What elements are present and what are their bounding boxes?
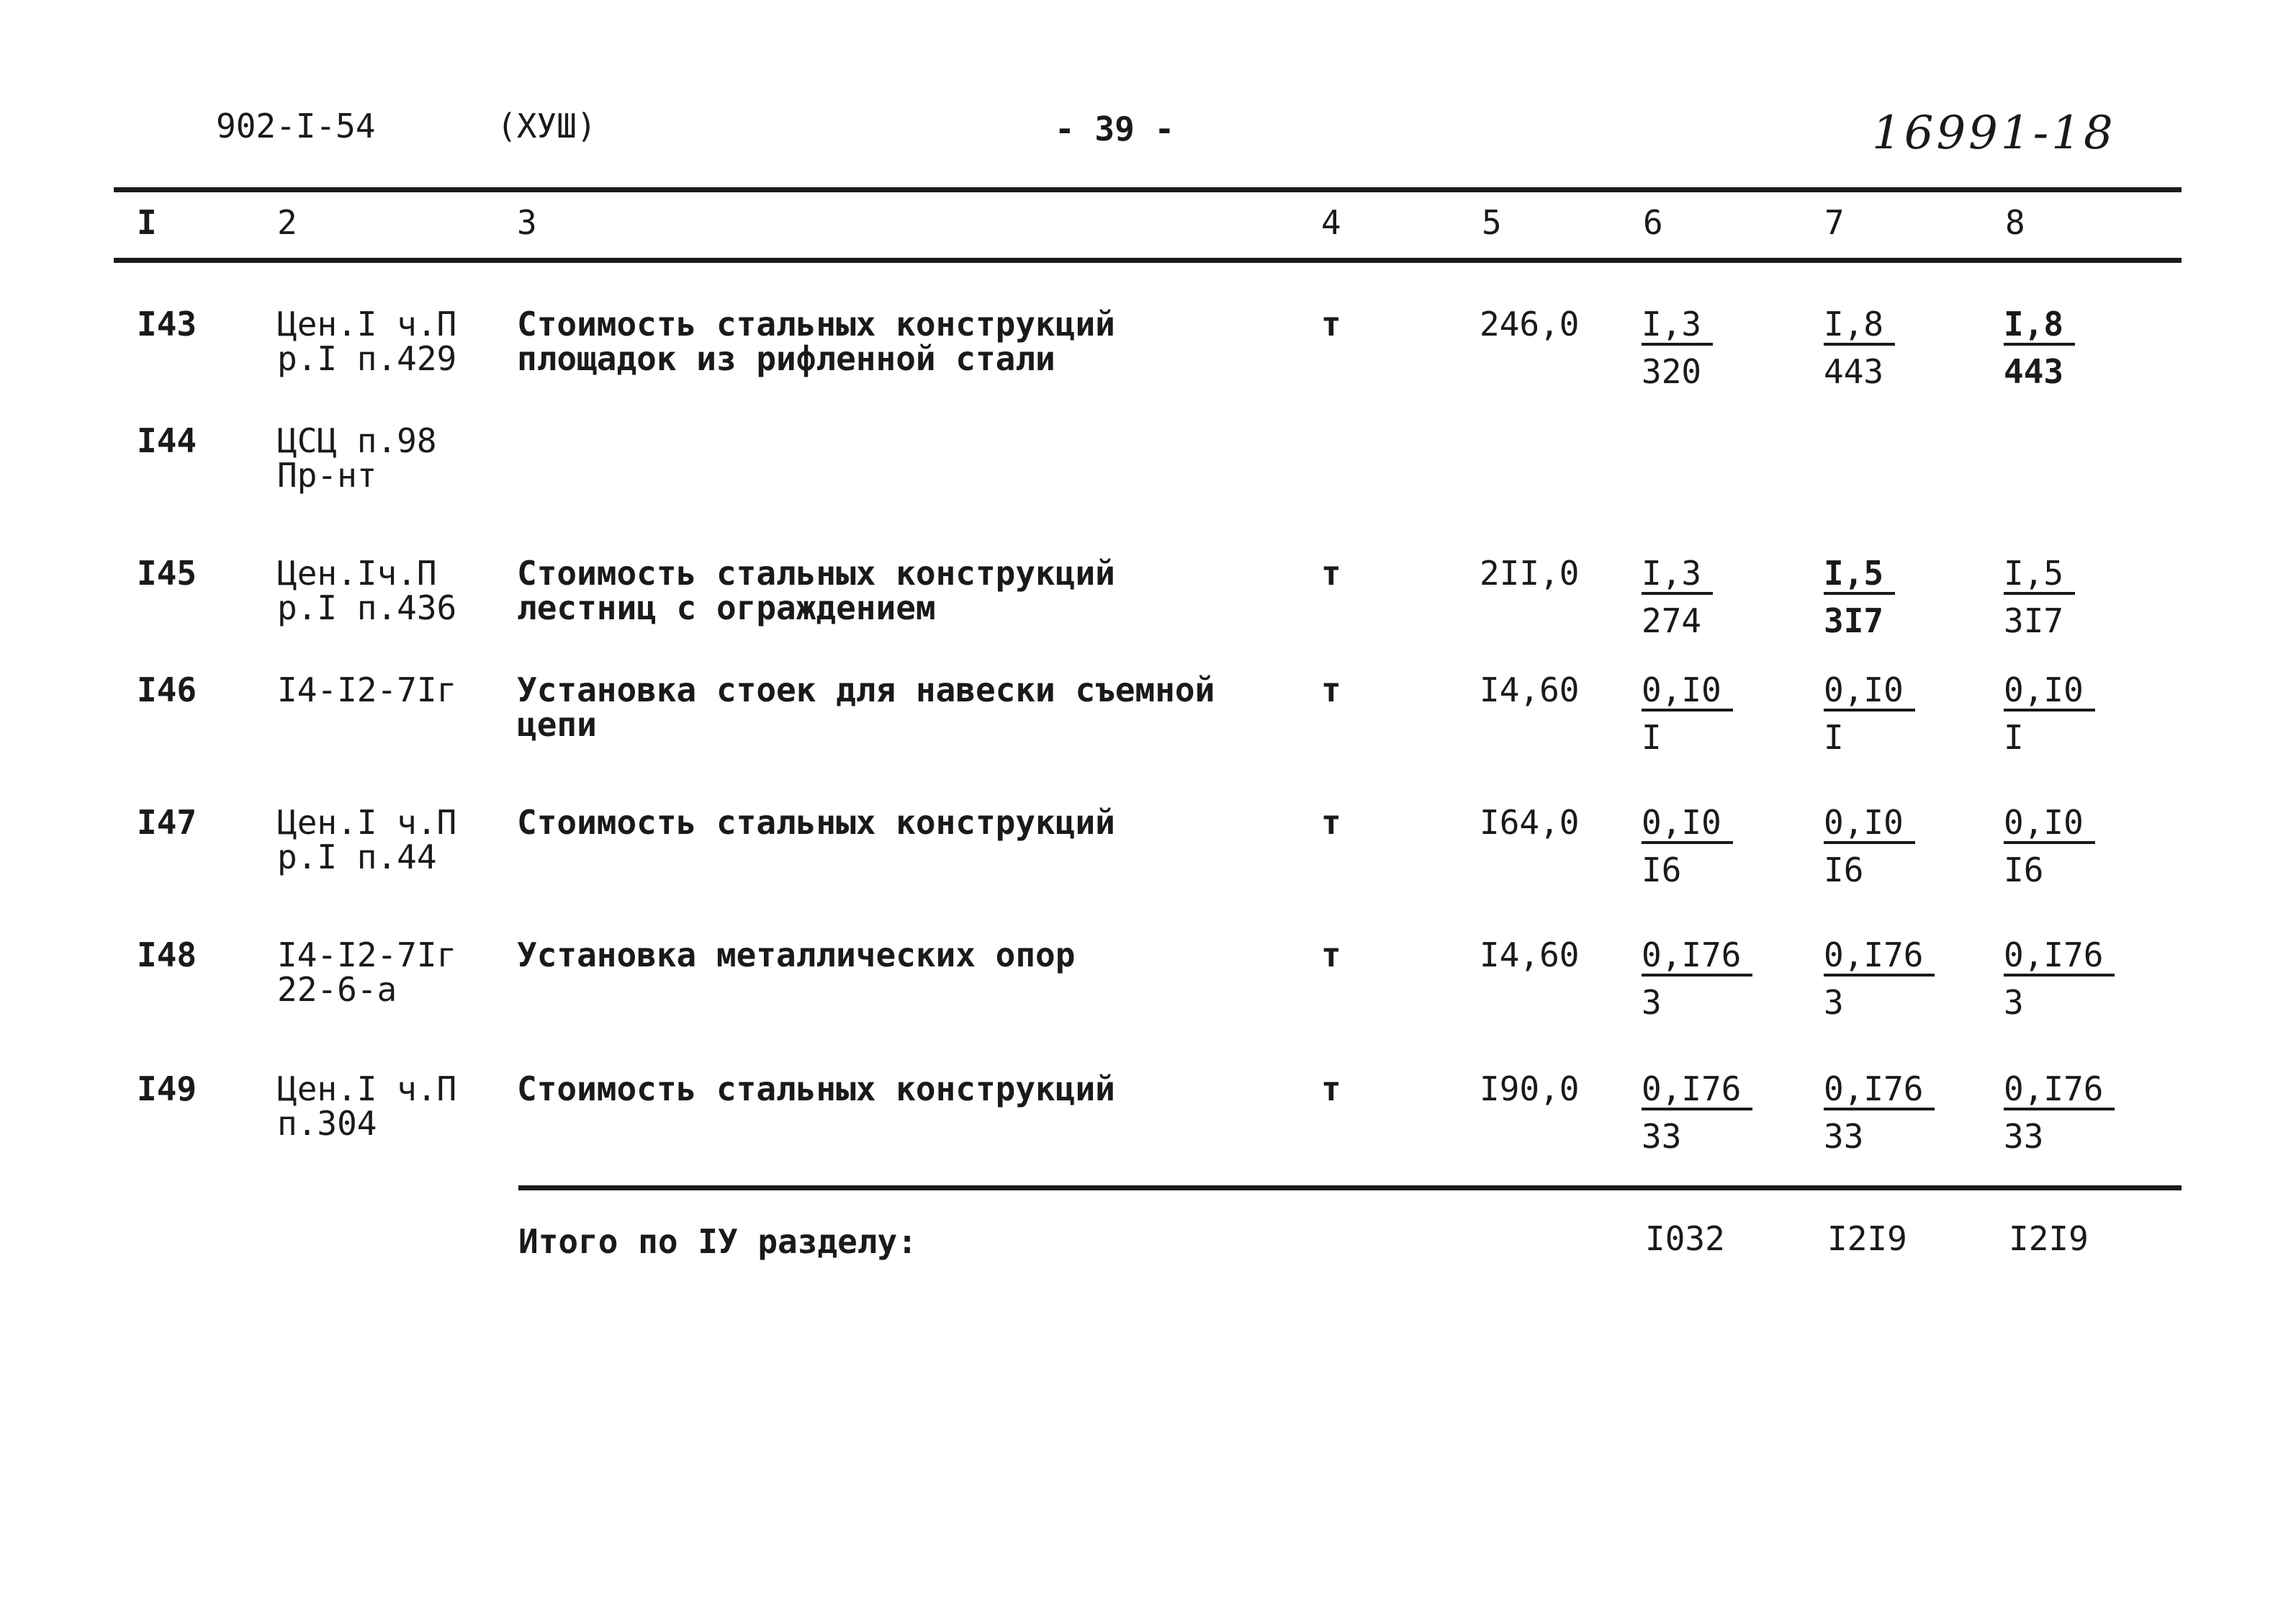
cost-col6: $\frac{I,3}{274}$ (1642, 556, 1713, 638)
row-number: I45 (137, 554, 197, 593)
price-reference: Цен.Iч.П р.I п.436 (277, 554, 457, 627)
page-number: - 39 - (1055, 109, 1175, 148)
quantity: I64,0 (1480, 803, 1580, 842)
row-number: I48 (137, 935, 197, 974)
cost-col7: $\frac{0,I0}{I6}$ (1824, 805, 1915, 887)
cost-col6: $\frac{0,I0}{I}$ (1642, 673, 1733, 755)
row-number: I49 (137, 1069, 197, 1108)
unit: т (1321, 670, 1341, 709)
price-reference: I4-I2-7Iг (277, 670, 457, 709)
item-description: Стоимость стальных конструкций (517, 803, 1115, 842)
total-col8: I2I9 (2009, 1219, 2089, 1258)
price-reference: Цен.I ч.П р.I п.44 (277, 803, 457, 876)
handwritten-stamp: 16991-18 (1872, 107, 2116, 160)
col-number-5: 5 (1482, 203, 1502, 242)
header-bottom-rule (114, 258, 2182, 263)
col-number-6: 6 (1643, 203, 1663, 242)
price-reference: Цен.I ч.П п.304 (277, 1069, 457, 1143)
unit: т (1321, 554, 1341, 593)
unit: т (1321, 935, 1341, 974)
total-label: Итого по IУ разделу: (518, 1222, 917, 1261)
quantity: I4,60 (1480, 935, 1580, 974)
col-number-1: I (137, 203, 157, 242)
total-col7: I2I9 (1827, 1219, 1907, 1258)
quantity: I90,0 (1480, 1069, 1580, 1108)
col-number-3: 3 (517, 203, 537, 242)
total-rule (518, 1185, 2182, 1190)
section-part: (XУШ) (497, 107, 597, 145)
cost-col8: $\frac{0,I0}{I6}$ (2004, 805, 2095, 887)
cost-col7: $\frac{0,I76}{33}$ (1824, 1072, 1935, 1154)
cost-col8: $\frac{0,I76}{33}$ (2004, 1072, 2115, 1154)
quantity: 246,0 (1480, 305, 1580, 344)
price-reference: I4-I2-7Iг 22-6-а (277, 935, 457, 1009)
unit: т (1321, 305, 1341, 344)
price-reference: ЦСЦ п.98 Пр-нт (277, 421, 437, 495)
row-number: I43 (137, 305, 197, 344)
cost-col8: $\frac{I,8}{443}$ (2004, 307, 2075, 389)
cost-col7: $\frac{I,5}{3I7}$ (1824, 556, 1895, 638)
unit: т (1321, 1069, 1341, 1108)
cost-col7: $\frac{0,I76}{3}$ (1824, 938, 1935, 1020)
document-code: 902-I-54 (216, 107, 376, 145)
cost-col6: $\frac{I,3}{320}$ (1642, 307, 1713, 389)
quantity: I4,60 (1480, 670, 1580, 709)
row-number: I46 (137, 670, 197, 709)
cost-col8: $\frac{0,I0}{I}$ (2004, 673, 2095, 755)
col-number-7: 7 (1824, 203, 1845, 242)
total-col6: I032 (1645, 1219, 1725, 1258)
top-rule (114, 187, 2182, 192)
row-number: I44 (137, 421, 197, 460)
cost-col7: $\frac{0,I0}{I}$ (1824, 673, 1915, 755)
col-number-8: 8 (2005, 203, 2025, 242)
item-description: Стоимость стальных конструкций площадок из рифленной стали (517, 305, 1115, 378)
item-description: Установка стоек для навески съемной цепи (517, 670, 1215, 744)
cost-col6: $\frac{0,I0}{I6}$ (1642, 805, 1733, 887)
row-number: I47 (137, 803, 197, 842)
price-reference: Цен.I ч.П р.I п.429 (277, 305, 457, 378)
col-number-2: 2 (277, 203, 297, 242)
cost-col6: $\frac{0,I76}{3}$ (1642, 938, 1752, 1020)
unit: т (1321, 803, 1341, 842)
cost-col7: $\frac{I,8}{443}$ (1824, 307, 1895, 389)
cost-col8: $\frac{I,5}{3I7}$ (2004, 556, 2075, 638)
item-description: Стоимость стальных конструкций (517, 1069, 1115, 1108)
cost-col6: $\frac{0,I76}{33}$ (1642, 1072, 1752, 1154)
item-description: Стоимость стальных конструкций лестниц с ограждением (517, 554, 1115, 627)
quantity: 2II,0 (1480, 554, 1580, 593)
item-description: Установка металлических опор (517, 935, 1076, 974)
col-number-4: 4 (1321, 203, 1341, 242)
cost-col8: $\frac{0,I76}{3}$ (2004, 938, 2115, 1020)
